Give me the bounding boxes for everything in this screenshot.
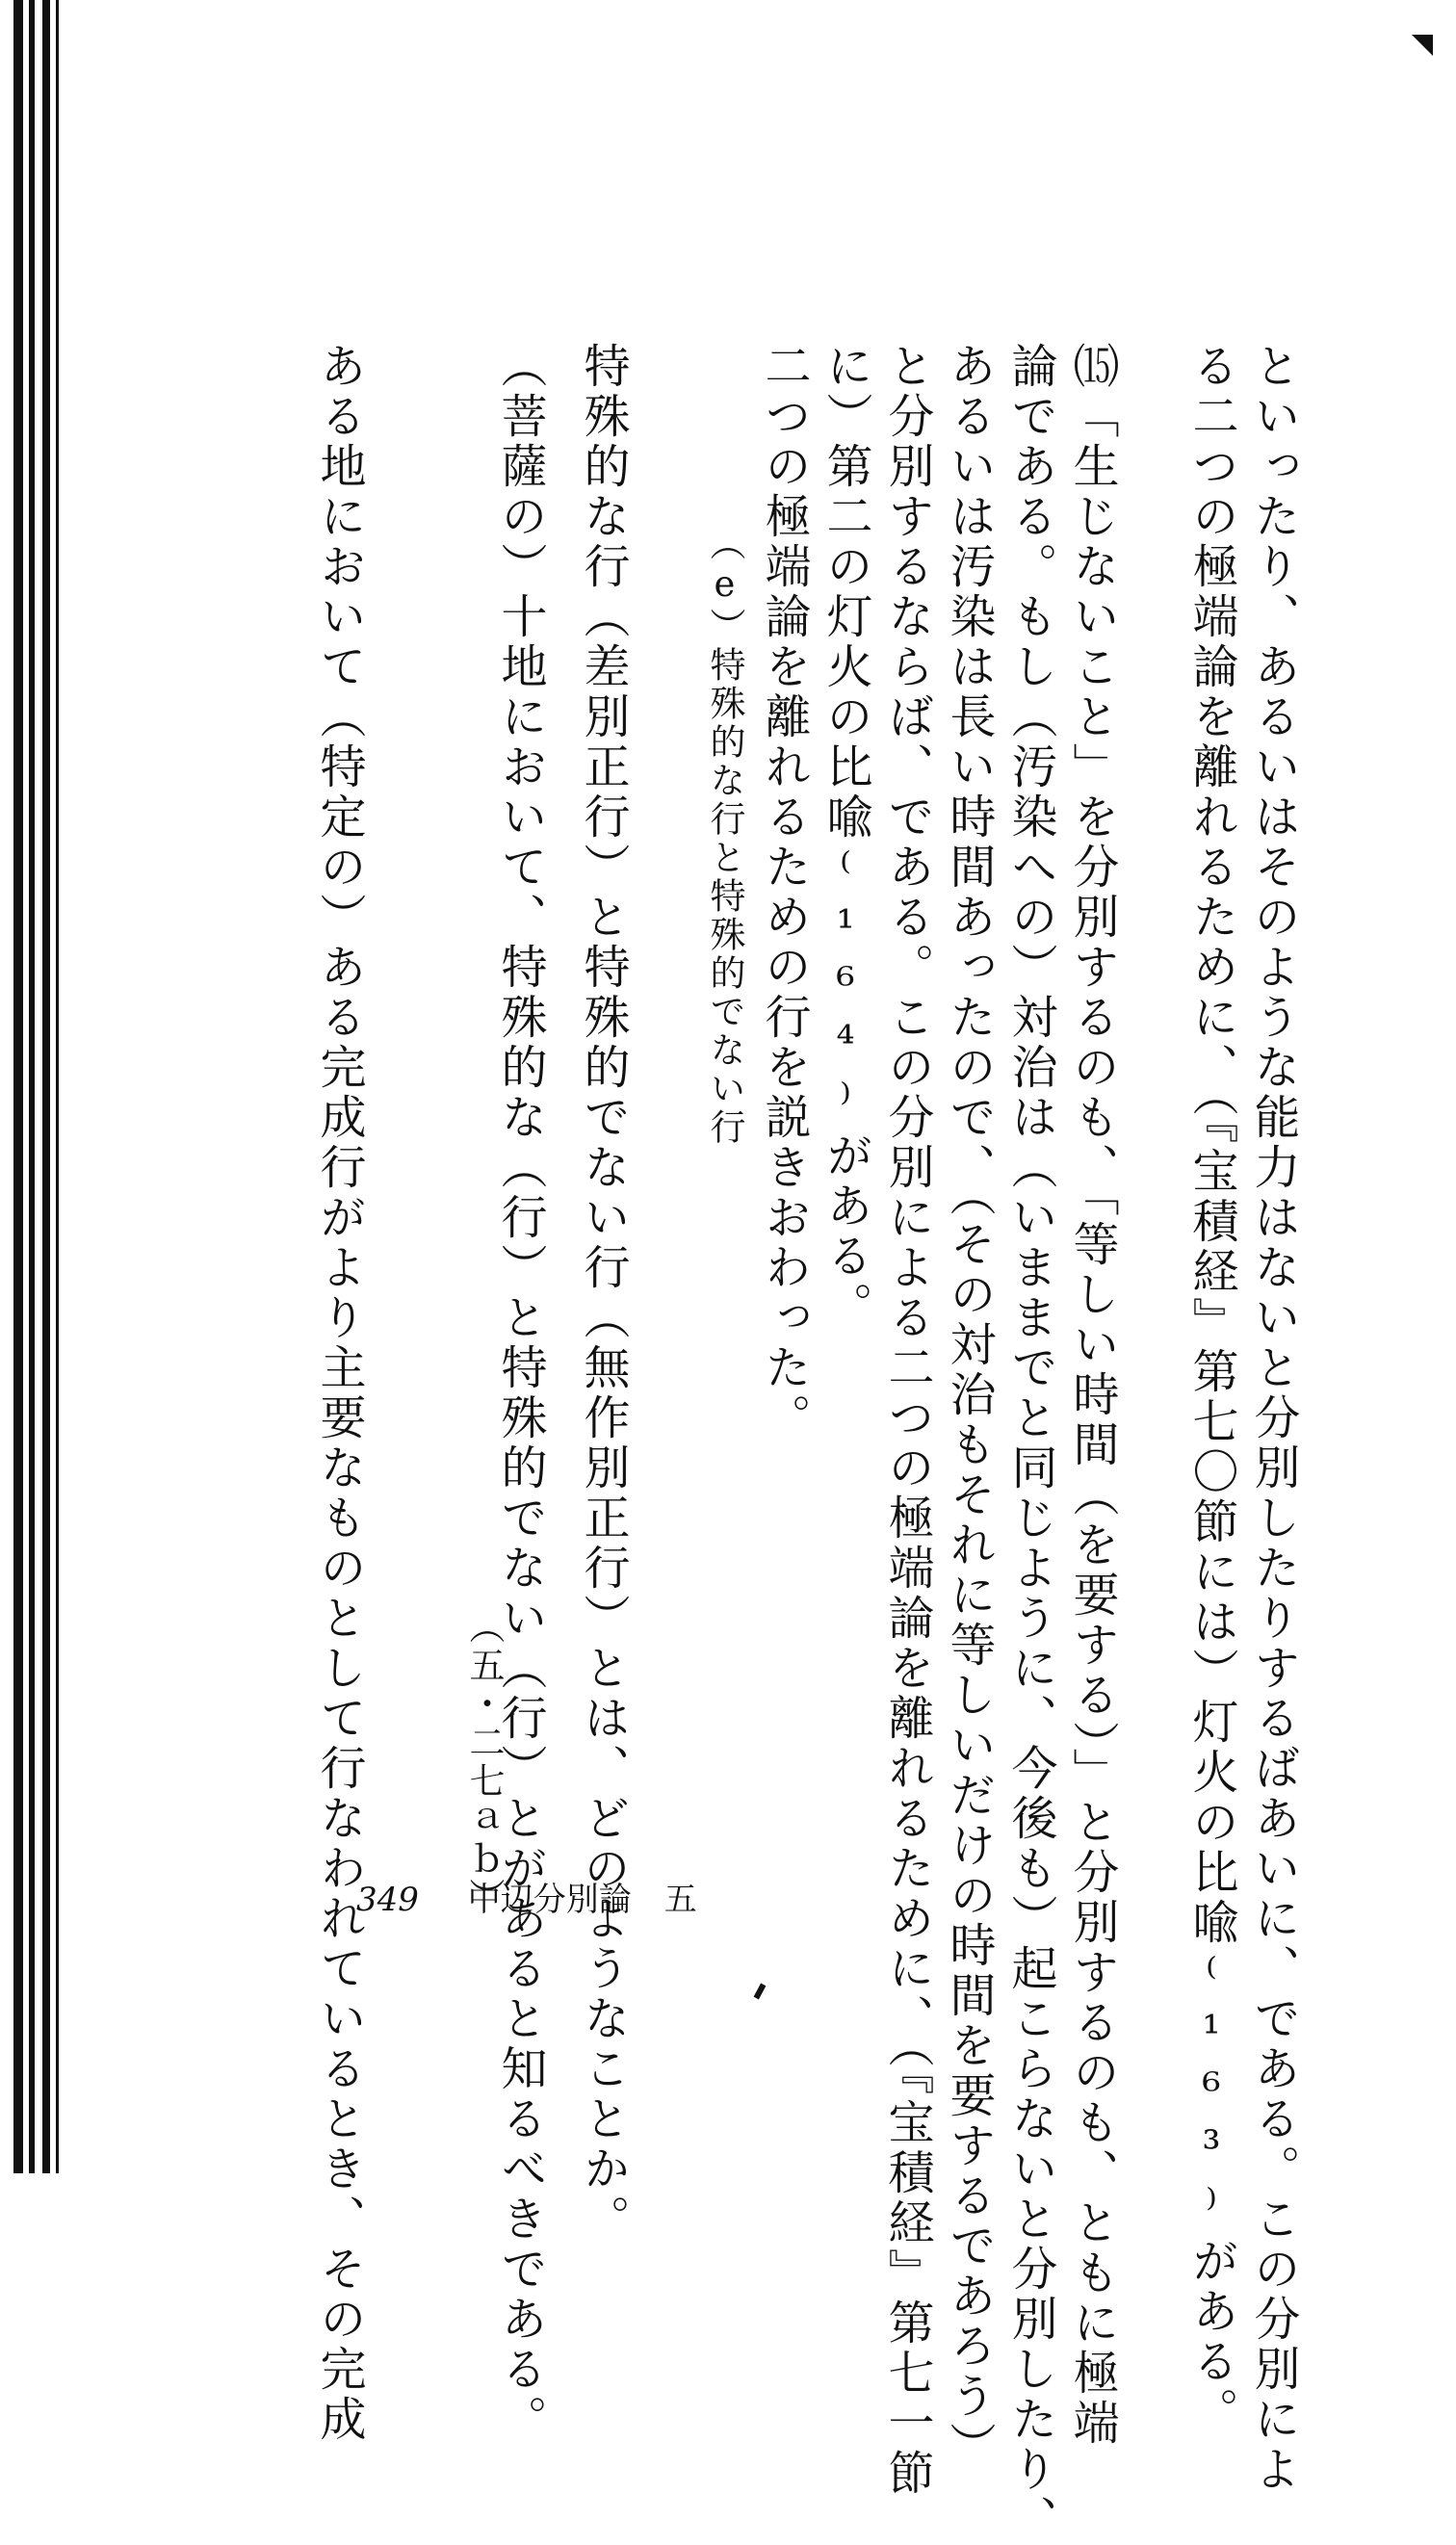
ink-speck [754,1984,767,2000]
text-line-10: 特殊的な行（差別正行）と特殊的でない行（無作別正行）とは、どのようなことか。 [576,342,630,2245]
text-line-6: と分別するならば、である。この分別による二つの極端論を離れるために、（『宝積経』第七一節 [880,342,934,2499]
text-line-1: といったり、あるいはそのような能力はないと分別したりするばあいに、である。この分別によ [1246,342,1300,2495]
text-line-8: 二つの極端論を離れるための行を説きおわった。 [757,342,811,1443]
text-line-3: ⒂「生じないこと」を分別するのも、「等しい時間（を要する）」と分別するのも、ともに極端 [1065,342,1119,2449]
text-line-5: あるいは汚染は長い時間あったので、（その対治もそれに等しいだけの時間を要するであろう） [942,342,996,2472]
page-footer [356,1873,697,1920]
binding-edge-bar-3 [42,0,50,2173]
text-line-7: に）第二の灯火の比喩⁽¹⁶⁴⁾がある。 [819,342,872,1332]
binding-edge-bar-4 [56,0,59,2173]
text-line-12: （菩薩の）十地において、特殊的な（行）と特殊的でない（行）とがあると知るべきである。 [493,342,547,2445]
running-title: 中辺分別論 五 [467,1881,697,1919]
verse-reference: （五・二七ａｂ） [463,1608,505,1916]
text-line-2: る二つの極端論を離れるために、（『宝積経』第七〇節には）灯火の比喩⁽¹⁶³⁾がある。 [1184,342,1238,2437]
corner-mark [1412,35,1433,56]
page-number: 349 [356,1881,419,1919]
text-line-13: ある地において（特定の）ある完成行がより主要なものとして行なわれているとき、その完成 [312,342,366,2445]
binding-edge-bar-2 [29,0,35,2173]
binding-edge-bar-1 [13,0,23,2173]
section-heading: （e）特殊的な行と特殊的でない行 [704,525,745,1147]
text-line-4: 論である。もし（汚染への）対治は（いままでと同じように、今後も）起こらないと分別したり、 [1003,342,1057,2545]
